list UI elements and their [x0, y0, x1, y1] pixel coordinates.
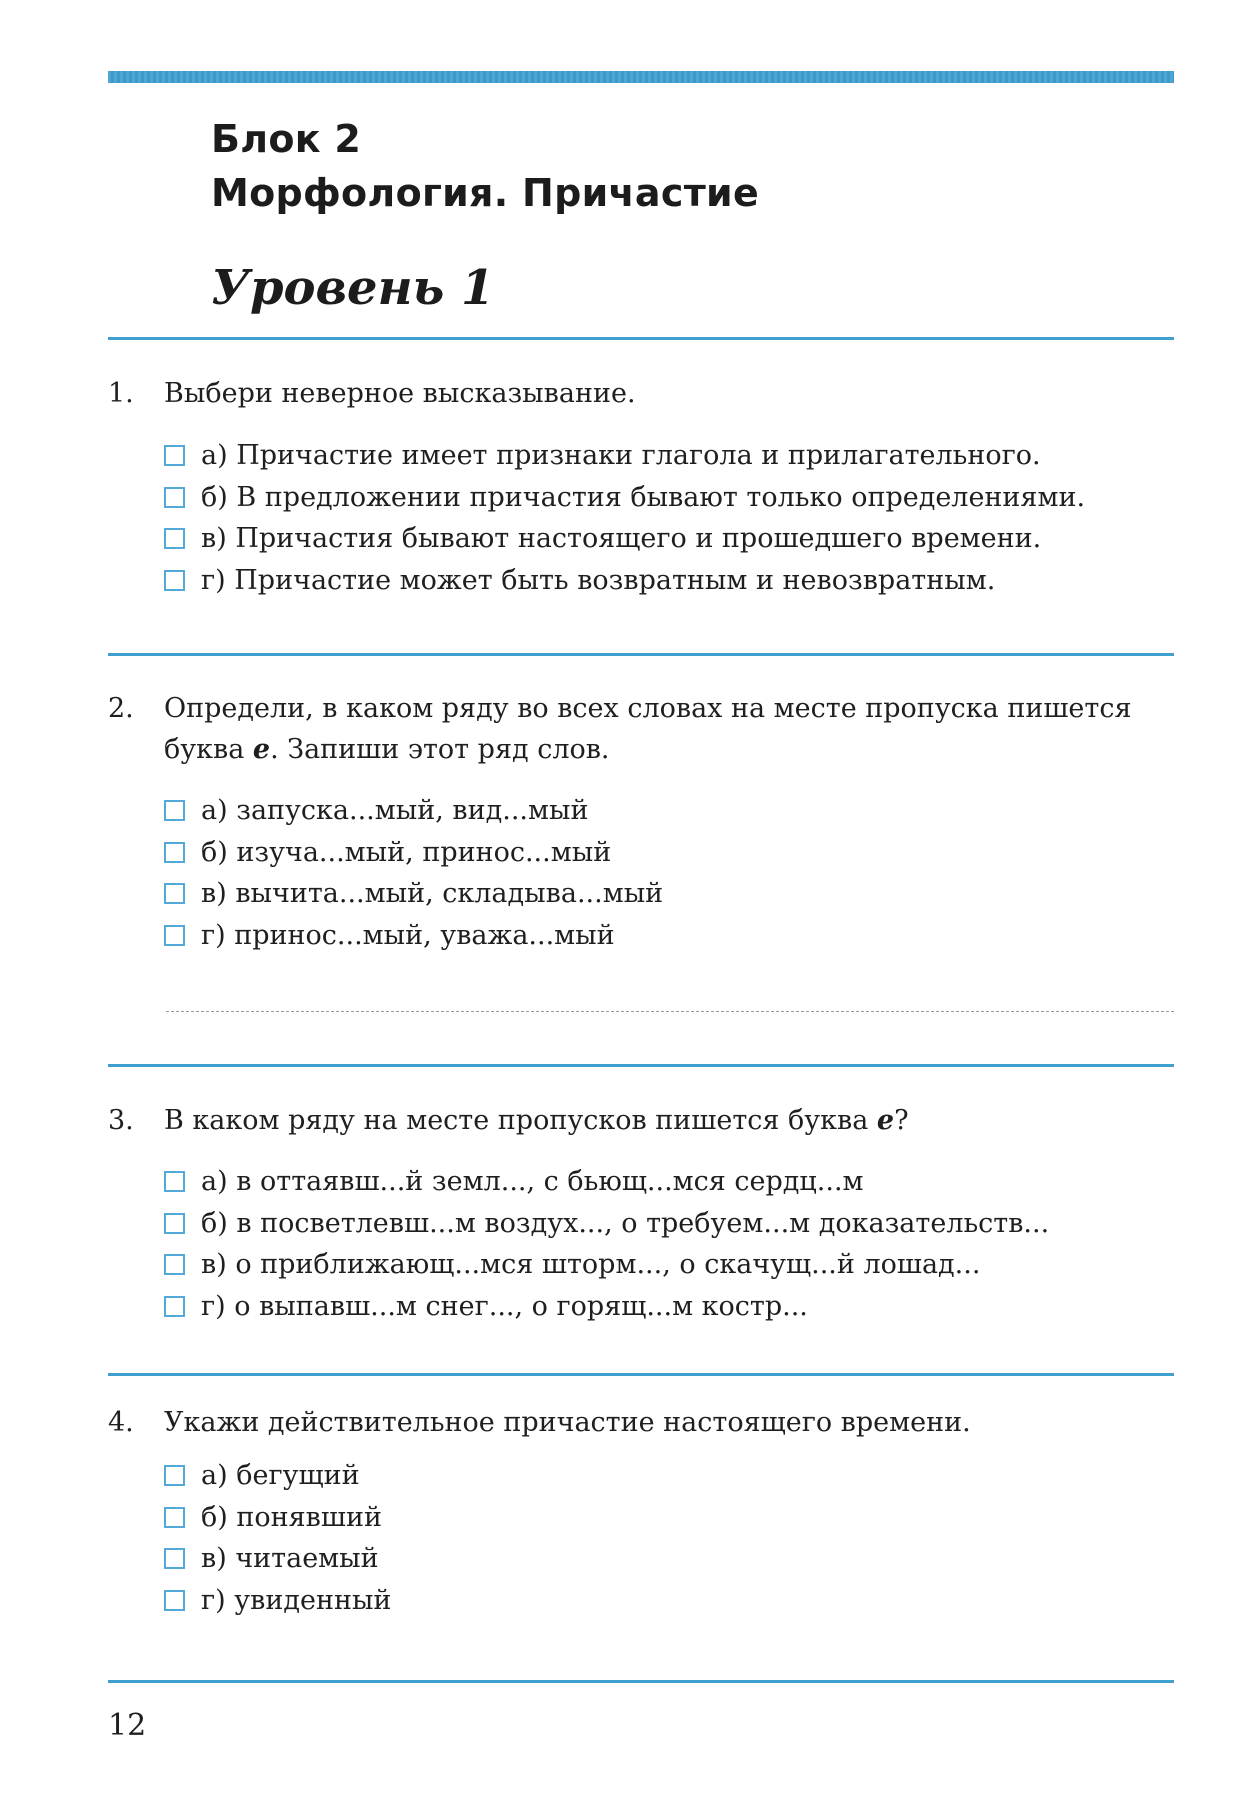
option-b[interactable] [164, 1497, 1174, 1539]
question-suffix: . Запиши этот ряд слов. [270, 734, 610, 765]
option-text: г) увиденный [201, 1584, 392, 1616]
option-text: г) Причастие может быть возвратным и невозвратным. [201, 564, 996, 596]
highlighted-letter: е [876, 1105, 895, 1136]
checkbox-icon[interactable] [164, 445, 185, 466]
top-color-bar [108, 71, 1174, 83]
checkbox-icon[interactable] [164, 1254, 185, 1275]
checkbox-icon[interactable] [164, 1548, 185, 1569]
checkbox-icon[interactable] [164, 1296, 185, 1317]
task-question [108, 1100, 1174, 1141]
option-d[interactable] [164, 915, 1174, 957]
option-text: а) в оттаявш...й земл..., с бьющ...мся сердц...м [201, 1166, 864, 1198]
checkbox-icon[interactable] [164, 487, 185, 508]
question-text: Укажи действительное причастие настоящего времени. [164, 1407, 971, 1438]
option-d[interactable] [164, 560, 1174, 602]
checkbox-icon[interactable] [164, 1171, 185, 1192]
checkbox-icon[interactable] [164, 1465, 185, 1486]
options-list [108, 435, 1174, 601]
option-c[interactable] [164, 1538, 1174, 1580]
block-topic: Морфология. Причастие [211, 171, 760, 215]
options-list [108, 1161, 1174, 1327]
level-title: Уровень 1 [211, 260, 495, 316]
answer-write-line[interactable] [166, 1011, 1174, 1012]
option-a[interactable] [164, 790, 1174, 832]
divider-rule [108, 653, 1174, 656]
options-list [108, 790, 1174, 956]
highlighted-letter: е [252, 734, 271, 765]
checkbox-icon[interactable] [164, 528, 185, 549]
option-b[interactable] [164, 832, 1174, 874]
options-list [108, 1455, 1174, 1621]
page-number: 12 [108, 1708, 147, 1743]
task-question [108, 1402, 1174, 1443]
option-text: в) Причастия бывают настоящего и прошедшего времени. [201, 523, 1042, 555]
option-text: б) В предложении причастия бывают только определениями. [201, 481, 1086, 513]
checkbox-icon[interactable] [164, 842, 185, 863]
option-c[interactable] [164, 518, 1174, 560]
question-suffix: ? [894, 1105, 909, 1136]
task-number: 4. [108, 1407, 134, 1438]
task-number: 3. [108, 1105, 134, 1136]
option-d[interactable] [164, 1286, 1174, 1328]
question-text-line2 [164, 729, 1174, 770]
checkbox-icon[interactable] [164, 800, 185, 821]
divider-rule [108, 337, 1174, 340]
task-4 [108, 1402, 1174, 1621]
task-number: 1. [108, 378, 134, 409]
option-text: а) бегущий [201, 1460, 360, 1492]
checkbox-icon[interactable] [164, 925, 185, 946]
option-a[interactable] [164, 435, 1174, 477]
task-3 [108, 1100, 1174, 1327]
option-d[interactable] [164, 1580, 1174, 1622]
option-text: а) запуска...мый, вид...мый [201, 795, 589, 827]
option-c[interactable] [164, 1244, 1174, 1286]
question-prefix: буква [164, 734, 253, 765]
option-text: в) вычита...мый, складыва...мый [201, 878, 664, 910]
block-title [211, 112, 759, 220]
option-a[interactable] [164, 1161, 1174, 1203]
divider-rule [108, 1373, 1174, 1376]
block-number: Блок 2 [211, 117, 362, 161]
option-text: г) о выпавш...м снег..., о горящ...м костр... [201, 1290, 808, 1322]
question-prefix: В каком ряду на месте пропусков пишется буква [164, 1105, 877, 1136]
option-b[interactable] [164, 1203, 1174, 1245]
option-b[interactable] [164, 477, 1174, 519]
task-question [108, 373, 1174, 414]
option-c[interactable] [164, 873, 1174, 915]
task-2 [108, 688, 1174, 956]
checkbox-icon[interactable] [164, 570, 185, 591]
task-number: 2. [108, 693, 134, 724]
option-text: б) изуча...мый, принос...мый [201, 836, 612, 868]
checkbox-icon[interactable] [164, 1213, 185, 1234]
task-question [108, 688, 1174, 770]
option-a[interactable] [164, 1455, 1174, 1497]
option-text: а) Причастие имеет признаки глагола и прилагательного. [201, 440, 1041, 472]
task-1 [108, 373, 1174, 601]
option-text: б) в посветлевш...м воздух..., о требуем...м доказательств... [201, 1207, 1050, 1239]
divider-rule [108, 1680, 1174, 1683]
checkbox-icon[interactable] [164, 1507, 185, 1528]
divider-rule [108, 1064, 1174, 1067]
checkbox-icon[interactable] [164, 1590, 185, 1611]
checkbox-icon[interactable] [164, 883, 185, 904]
option-text: в) читаемый [201, 1543, 379, 1575]
option-text: г) принос...мый, уважа...мый [201, 919, 615, 951]
option-text: б) понявший [201, 1501, 382, 1533]
option-text: в) о приближающ...мся шторм..., о скачущ...й лошад... [201, 1249, 981, 1281]
question-text: Выбери неверное высказывание. [164, 378, 636, 409]
question-text-line1: Определи, в каком ряду во всех словах на месте пропуска пишется [164, 693, 1132, 724]
